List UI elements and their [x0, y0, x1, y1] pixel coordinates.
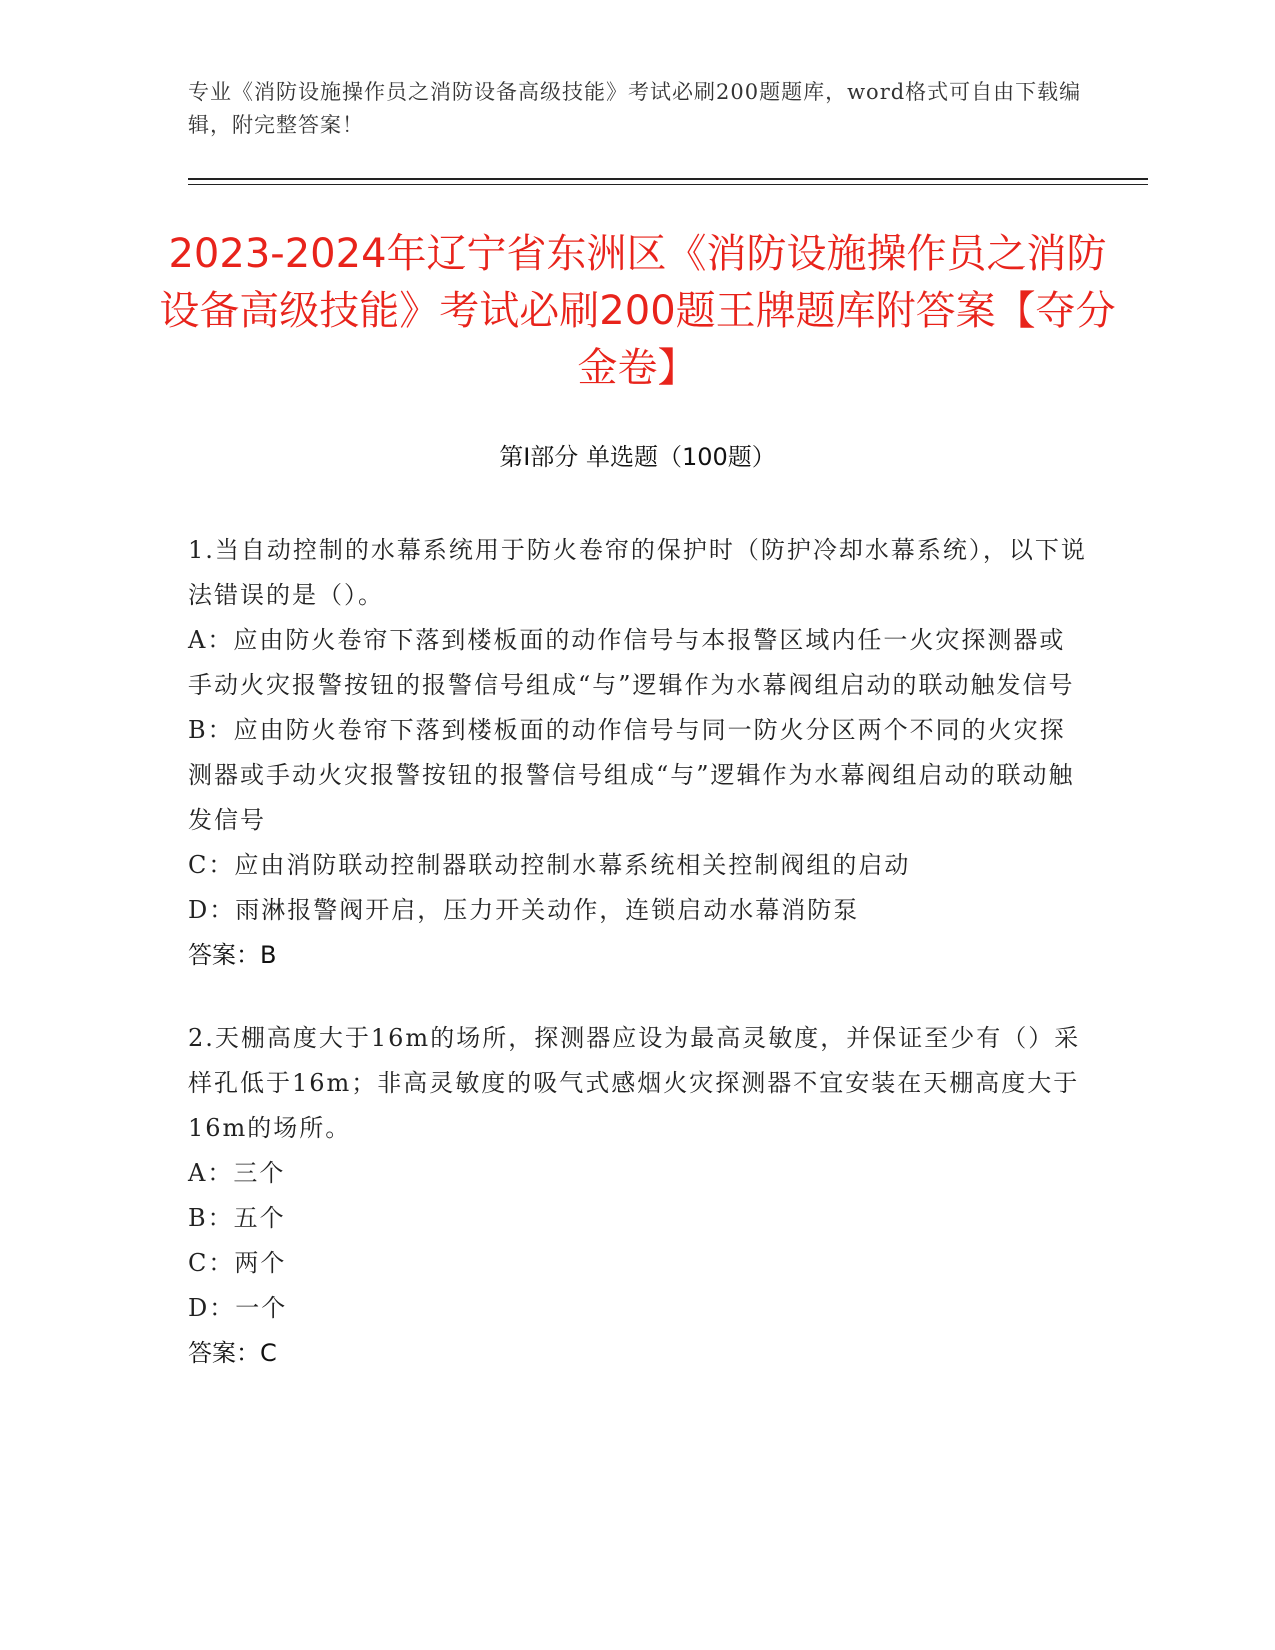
option-b: B：应由防火卷帘下落到楼板面的动作信号与同一防火分区两个不同的火灾探测器或手动火灾报警按钮的报警信号组成“与”逻辑作为水幕阀组启动的联动触发信号 [188, 716, 1075, 834]
option-a: A：三个 [188, 1159, 286, 1187]
option-b: B：五个 [188, 1204, 286, 1232]
question-list [188, 528, 1088, 1414]
option-a: A：应由防火卷帘下落到楼板面的动作信号与本报警区域内任一火灾探测器或手动火灾报警按钮的报警信号组成“与”逻辑作为水幕阀组启动的联动触发信号 [188, 626, 1075, 699]
question-2 [188, 1016, 1088, 1376]
option-c: C：应由消防联动控制器联动控制水幕系统相关控制阀组的启动 [188, 851, 911, 879]
header-rule-thick [188, 178, 1148, 180]
header-note: 专业《消防设施操作员之消防设备高级技能》考试必刷200题题库，word格式可自由下载编辑，附完整答案！ [188, 80, 1082, 137]
question-1 [188, 528, 1088, 978]
option-d: D：一个 [188, 1294, 288, 1322]
question-stem: 2.天棚高度大于16m的场所，探测器应设为最高灵敏度，并保证至少有（）采样孔低于16m；非高灵敏度的吸气式感烟火灾探测器不宜安装在天棚高度大于16m的场所。 [188, 1024, 1081, 1142]
question-stem: 1.当自动控制的水幕系统用于防火卷帘的保护时（防护冷却水幕系统），以下说法错误的是（）。 [188, 536, 1087, 609]
option-d: D：雨淋报警阀开启，压力开关动作，连锁启动水幕消防泵 [188, 896, 860, 924]
answer: 答案：B [188, 941, 277, 969]
document-title: 2023-2024年辽宁省东洲区《消防设施操作员之消防设备高级技能》考试必刷200题王牌题库附答案【夺分金卷】 [159, 231, 1116, 391]
section-heading: 第I部分 单选题（100题） [499, 443, 776, 471]
answer: 答案：C [188, 1339, 277, 1367]
header-rule-thin [188, 184, 1148, 185]
option-c: C：两个 [188, 1249, 287, 1277]
